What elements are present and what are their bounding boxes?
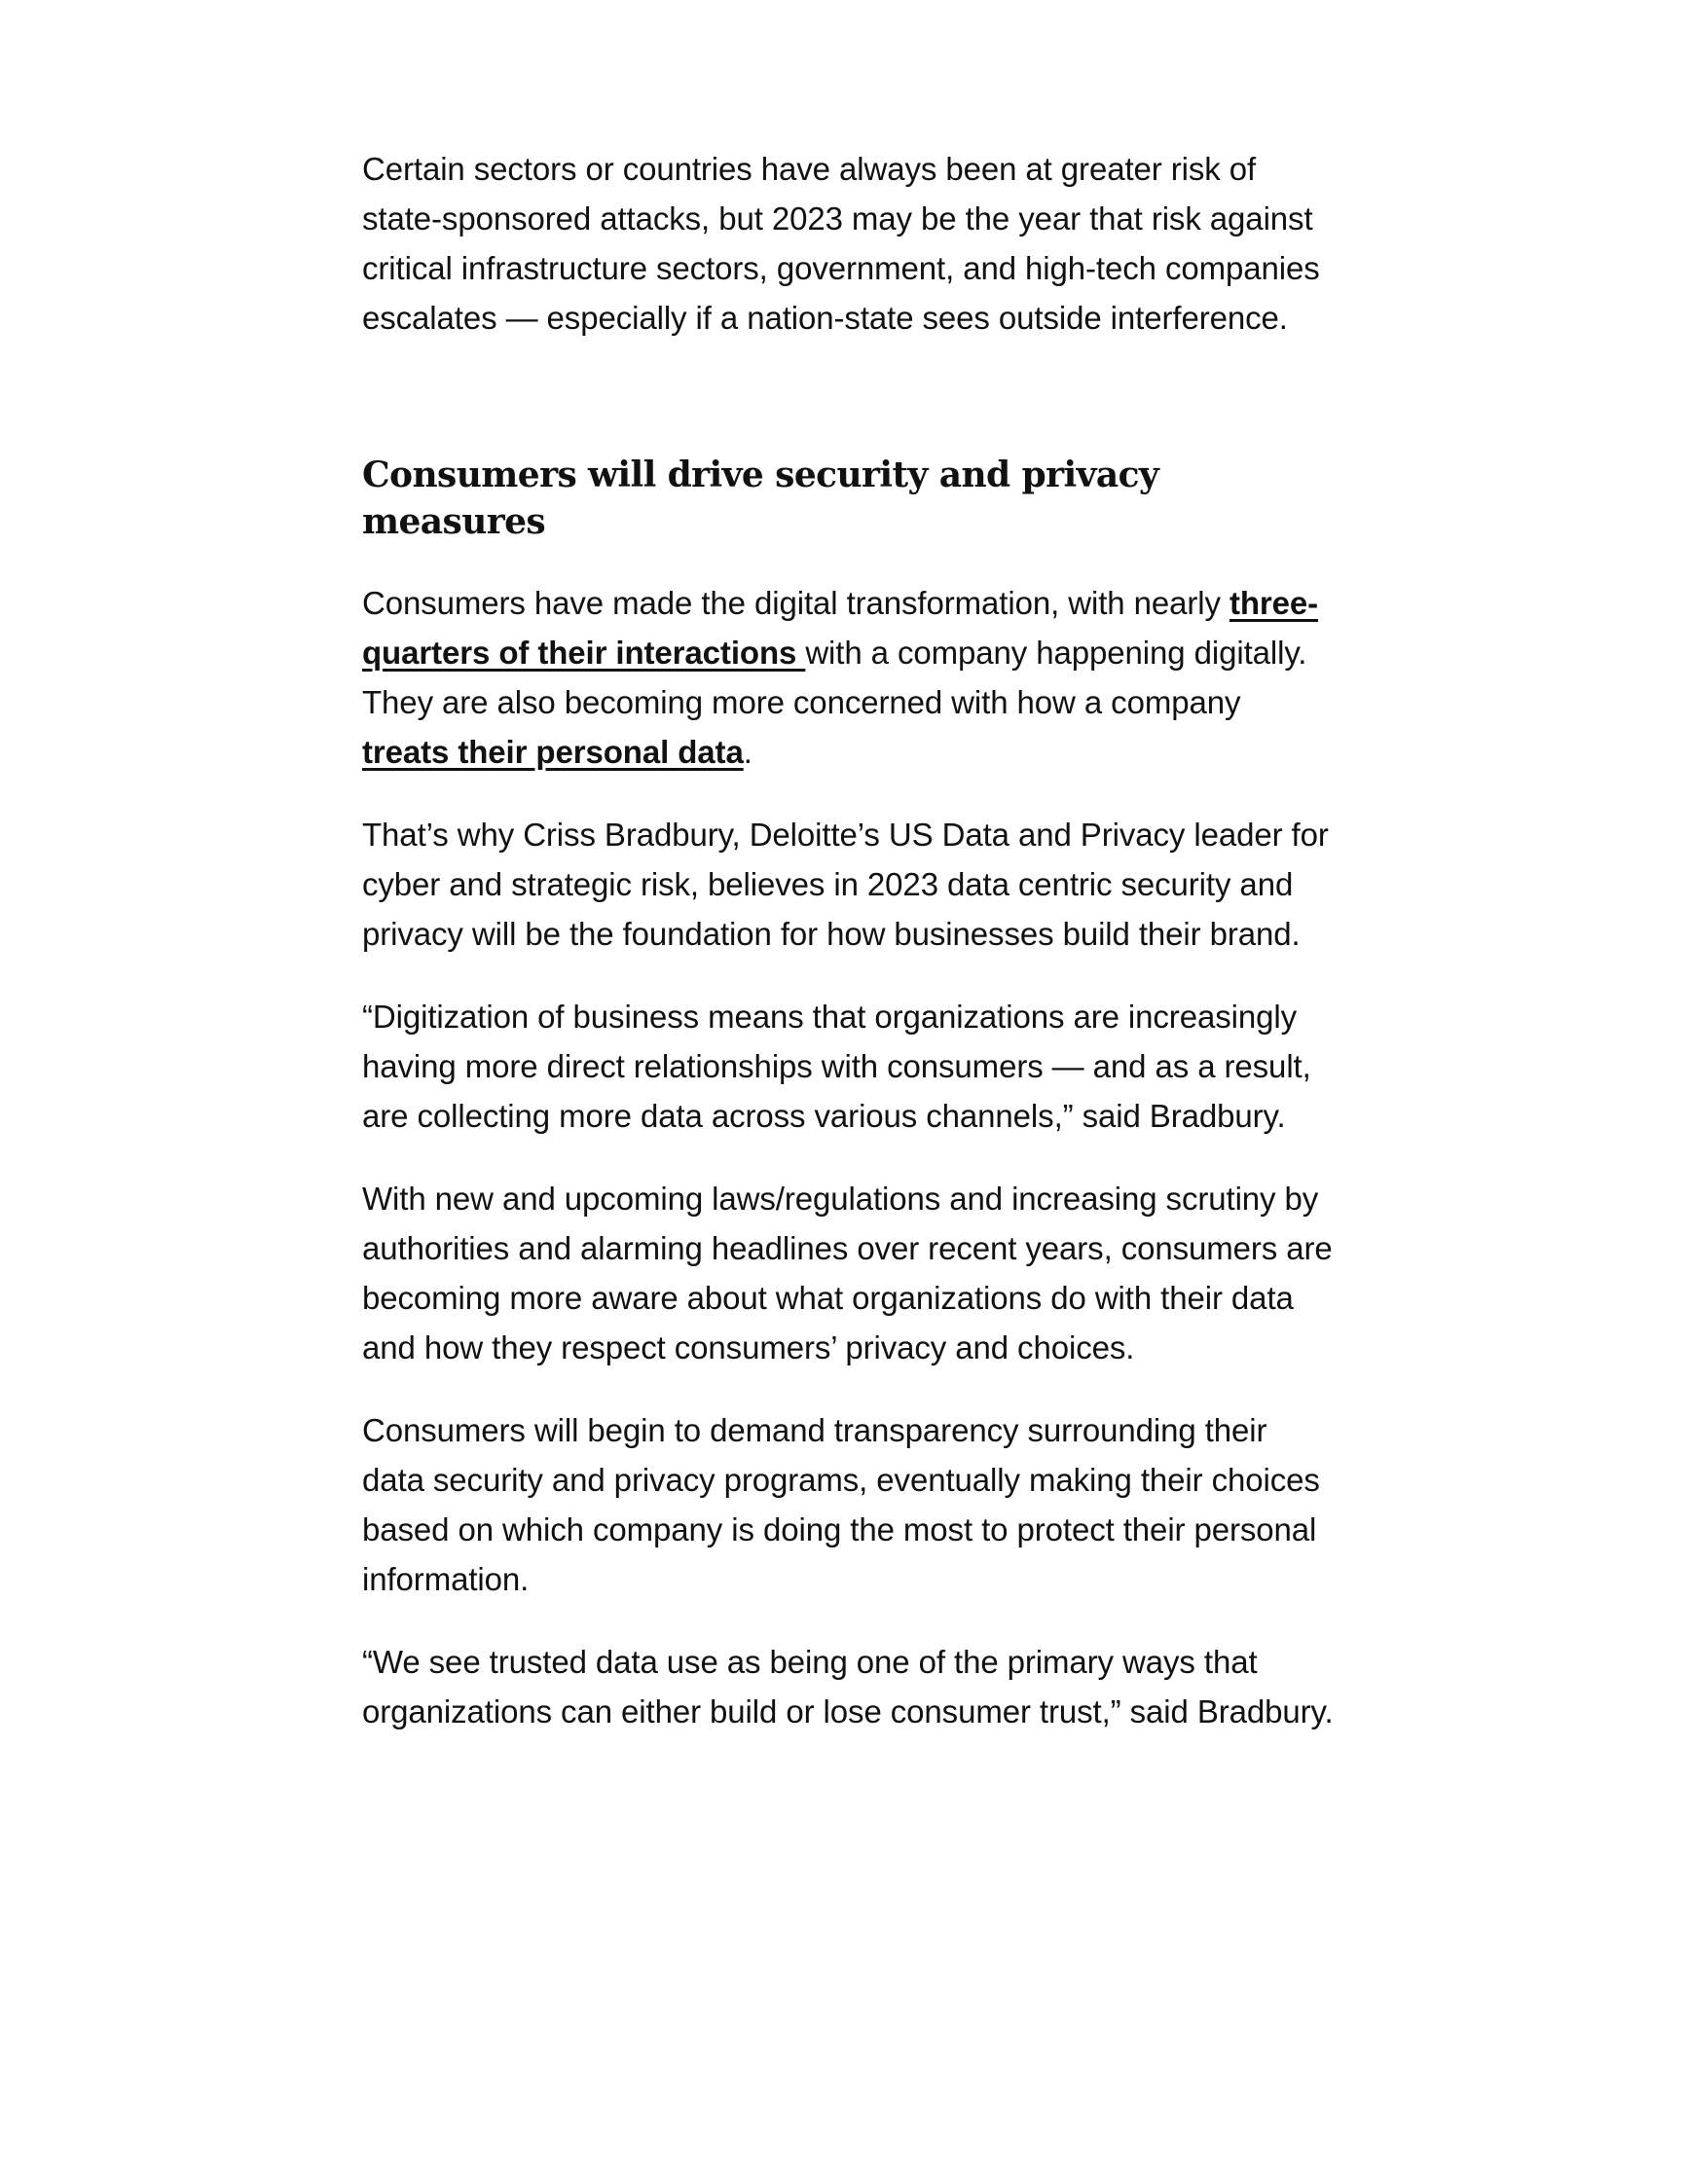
paragraph-text: with a company happening digitally. They are also becoming more concerned with how a company	[362, 635, 1307, 720]
paragraph-text: .	[743, 734, 752, 770]
digitization-quote-paragraph: “Digitization of business means that organizations are increasingly having more direct relationships with consumers — and as a result, are collecting more data across various channels,” said Bradbury.	[362, 999, 1311, 1134]
intro-paragraph: Certain sectors or countries have always been at greater risk of state-sponsored attacks, but 2023 may be the year that risk against critical infrastructure sectors, government, and high-tech companies escalates — especially if a nation-state sees outside interference.	[362, 151, 1320, 336]
article-body	[362, 144, 1336, 1769]
three-quarters-link[interactable]: three-quarters of their interactions	[362, 585, 1319, 671]
transparency-paragraph: Consumers will begin to demand transparency surrounding their data security and privacy programs, eventually making their choices based on which company is doing the most to protect their personal information.	[362, 1412, 1320, 1597]
personal-data-link[interactable]: treats their personal data	[362, 734, 744, 770]
section-heading: Consumers will drive security and privacy measures	[362, 455, 1159, 542]
consumers-paragraph	[362, 578, 1336, 777]
trust-quote-paragraph: “We see trusted data use as being one of the primary ways that organizations can either build or lose consumer trust,” said Bradbury.	[362, 1644, 1334, 1729]
paragraph-text: Consumers have made the digital transformation, with nearly	[362, 585, 1229, 621]
bradbury-intro-paragraph: That’s why Criss Bradbury, Deloitte’s US Data and Privacy leader for cyber and strategic risk, believes in 2023 data centric security and privacy will be the foundation for how businesses build their brand.	[362, 817, 1329, 952]
regulations-paragraph: With new and upcoming laws/regulations and increasing scrutiny by authorities and alarming headlines over recent years, consumers are becoming more aware about what organizations do with their data and how they respect consumers’ privacy and choices.	[362, 1181, 1333, 1365]
